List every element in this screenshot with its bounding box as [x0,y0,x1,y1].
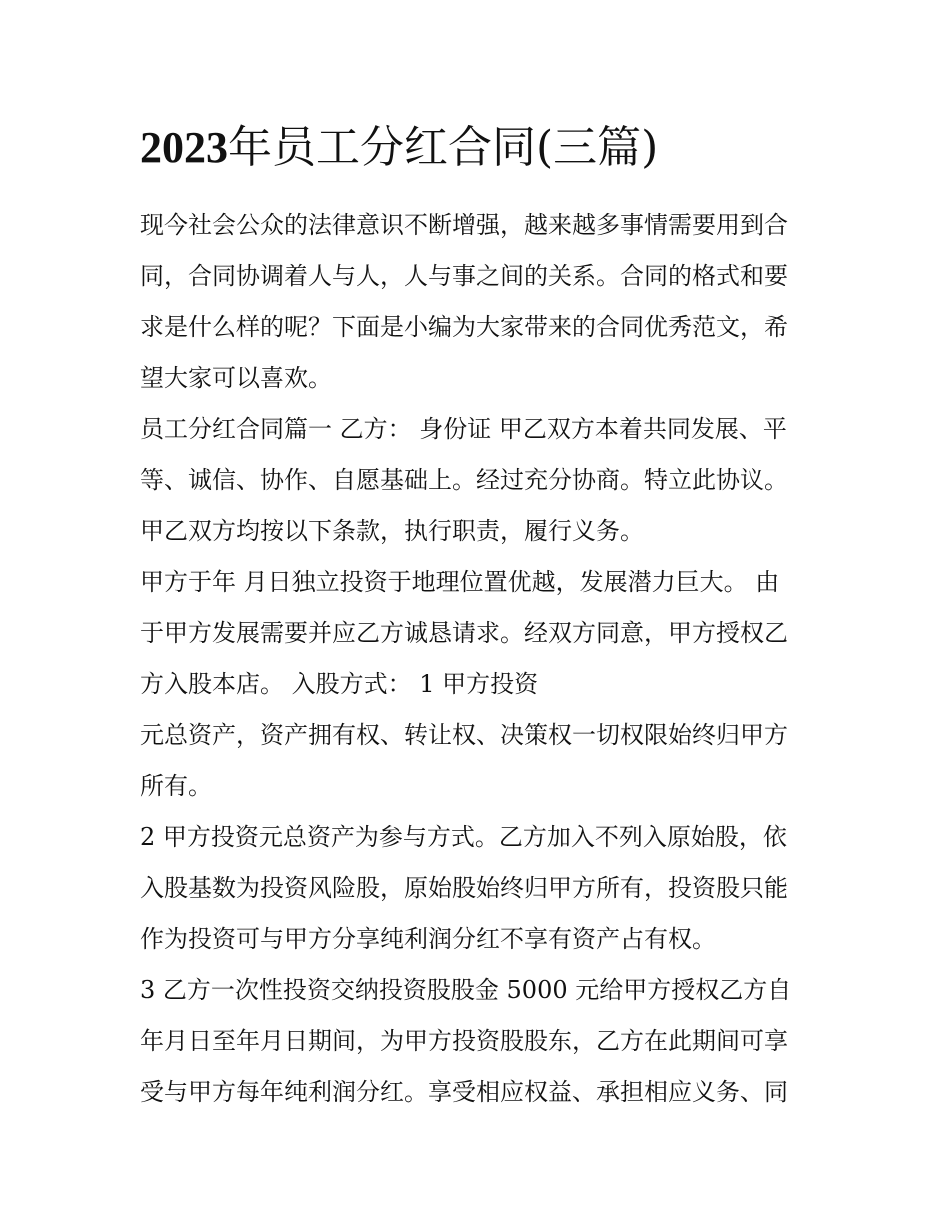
text-line: 于甲方发展需要并应乙方诚恳请求。经双方同意，甲方授权乙 [140,619,788,647]
text-line: 望大家可以喜欢。 [140,364,332,392]
text-line: 现今社会公众的法律意识不断增强，越来越多事情需要用到合 [140,211,788,239]
text-line: 3 乙方一次性投资交纳投资股股金 5000 元给甲方授权乙方自 [140,976,792,1004]
text-line: 员工分红合同篇一 乙方： 身份证 甲乙双方本着共同发展、平 [140,415,787,443]
text-line: 甲方于年 月日独立投资于地理位置优越，发展潜力巨大。 由 [140,568,780,596]
title-text: 年员工分红合同(三篇) [228,122,659,173]
text-line: 所有。 [140,772,212,800]
text-line: 入股基数为投资风险股，原始股始终归甲方所有，投资股只能 [140,874,788,902]
text-line: 等、诚信、协作、自愿基础上。经过充分协商。特立此协议。 [140,466,788,494]
text-line: 同，合同协调着人与人，人与事之间的关系。合同的格式和要 [140,262,788,290]
text-line: 年月日至年月日期间，为甲方投资股股东，乙方在此期间可享 [140,1027,788,1055]
text-line: 受与甲方每年纯利润分红。享受相应权益、承担相应义务、同 [140,1078,788,1106]
text-line: 甲乙双方均按以下条款，执行职责，履行义务。 [140,517,644,545]
title-year: 2023 [140,123,228,172]
document-body [140,118,812,1118]
text-line: 求是什么样的呢？下面是小编为大家带来的合同优秀范文，希 [140,313,788,341]
text-line: 作为投资可与甲方分享纯利润分红不享有资产占有权。 [140,925,716,953]
text-line: 元总资产，资产拥有权、转让权、决策权一切权限始终归甲方 [140,721,788,749]
text-line: 方入股本店。 入股方式： 1 甲方投资 [140,670,539,698]
document-title [140,118,812,178]
text-line: 2 甲方投资元总资产为参与方式。乙方加入不列入原始股，依 [140,823,787,851]
